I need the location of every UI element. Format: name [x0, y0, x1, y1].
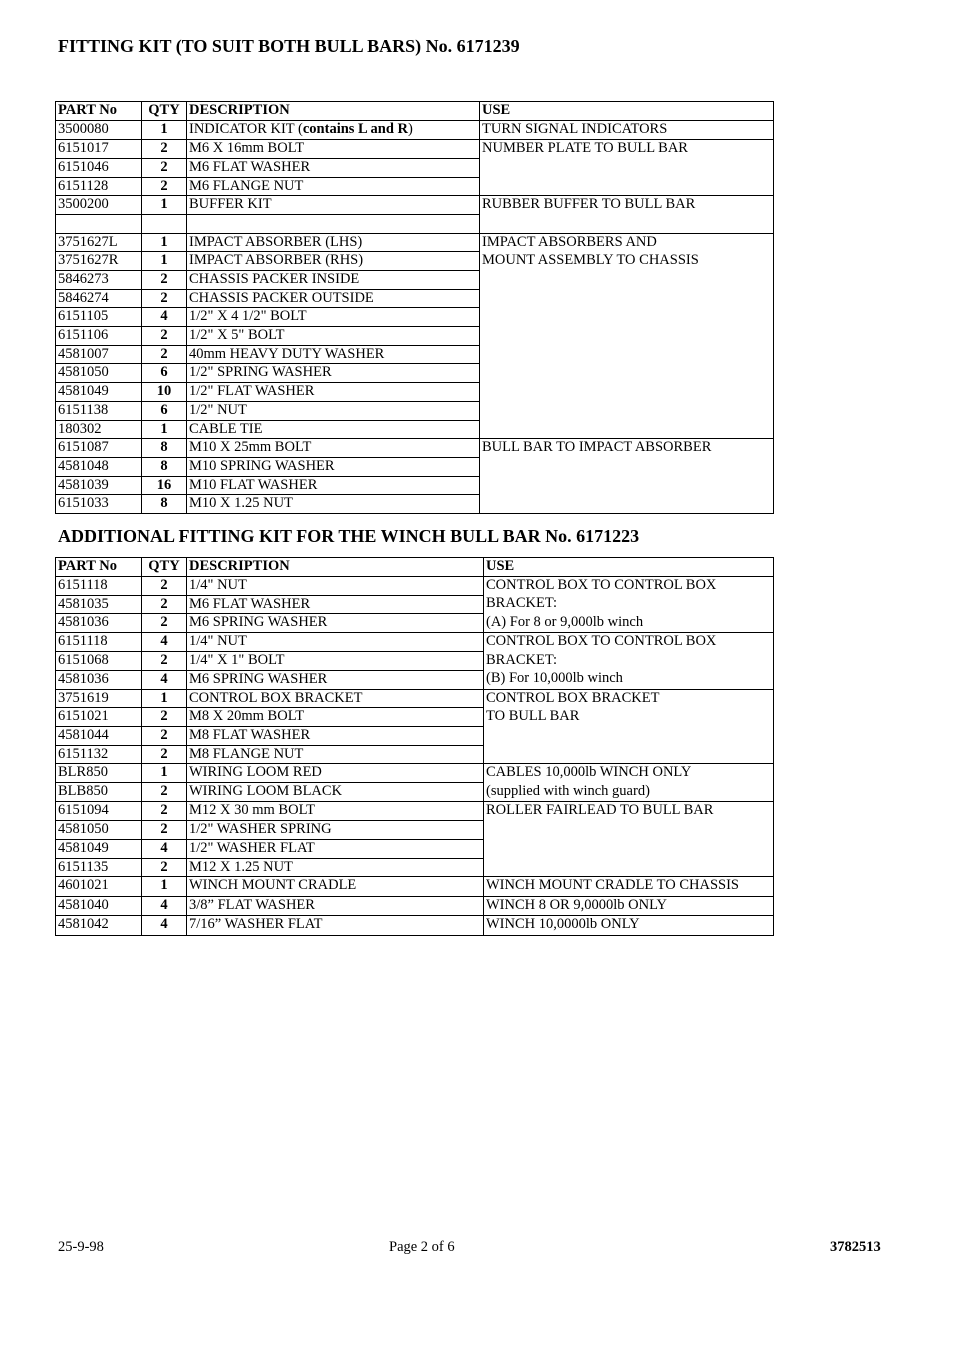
use-cell: [484, 764, 774, 802]
use-cell: [480, 196, 774, 233]
use-line: MOUNT ASSEMBLY TO CHASSIS: [482, 252, 699, 269]
use-line: RUBBER BUFFER TO BULL BAR: [482, 196, 696, 213]
description: WIRING LOOM BLACK: [187, 783, 484, 802]
use-line: (supplied with winch guard): [486, 782, 650, 799]
use-line: BRACKET:: [486, 651, 557, 668]
description: M10 SPRING WASHER: [187, 457, 480, 476]
part-no: 3500200: [56, 196, 142, 215]
description: IMPACT ABSORBER (RHS): [187, 252, 480, 271]
table-row: [56, 439, 774, 458]
footer-date: 25-9-98: [58, 1239, 104, 1255]
qty: 2: [142, 652, 187, 671]
description: M8 FLANGE NUT: [187, 745, 484, 764]
part-no: 6151138: [56, 401, 142, 420]
description: WIRING LOOM RED: [187, 764, 484, 783]
use-line: CONTROL BOX BRACKET: [486, 689, 660, 706]
use-line: BULL BAR TO IMPACT ABSORBER: [482, 439, 712, 456]
use-line: IMPACT ABSORBERS AND: [482, 233, 657, 250]
use-line: (B) For 10,000lb winch: [486, 670, 623, 687]
table-row: [56, 877, 774, 897]
part-no: 4581044: [56, 727, 142, 746]
kit1-title: FITTING KIT (TO SUIT BOTH BULL BARS) No. 6171239: [58, 36, 520, 56]
kit2-title: ADDITIONAL FITTING KIT FOR THE WINCH BULL BAR No. 6171223: [58, 526, 640, 546]
description: M6 FLAT WASHER: [187, 158, 480, 177]
part-no: 4581040: [56, 896, 142, 916]
use-line: WINCH 8 OR 9,0000lb ONLY: [486, 896, 667, 913]
qty: 4: [142, 308, 187, 327]
part-no: 180302: [56, 420, 142, 439]
part-no: 4581036: [56, 670, 142, 689]
part-no: 4581039: [56, 476, 142, 495]
description: 3/8” FLAT WASHER: [187, 896, 484, 916]
description: 1/4" NUT: [187, 576, 484, 595]
qty: 4: [142, 916, 187, 936]
qty: 1: [142, 764, 187, 783]
part-no: BLB850: [56, 783, 142, 802]
qty: 2: [142, 858, 187, 877]
qty: 8: [142, 457, 187, 476]
part-no: 5846273: [56, 271, 142, 290]
use-cell: [484, 633, 774, 690]
description: IMPACT ABSORBER (LHS): [187, 233, 480, 252]
qty: 2: [142, 289, 187, 308]
description: M10 FLAT WASHER: [187, 476, 480, 495]
part-no: 4601021: [56, 877, 142, 897]
kit2-parts-table: [55, 557, 774, 936]
use-cell: [484, 802, 774, 877]
description: M6 SPRING WASHER: [187, 670, 484, 689]
qty: 2: [142, 708, 187, 727]
part-no: 4581042: [56, 916, 142, 936]
qty: 1: [142, 420, 187, 439]
description-text: ): [408, 120, 413, 137]
use-cell: [480, 233, 774, 439]
part-no: 6151132: [56, 745, 142, 764]
qty: 2: [142, 745, 187, 764]
header-part-no: PART No: [56, 558, 142, 577]
description-text: INDICATOR KIT (: [189, 120, 303, 137]
qty: 2: [142, 177, 187, 196]
table-row: [56, 802, 774, 821]
description: 1/4" X 1" BOLT: [187, 652, 484, 671]
table-row: [56, 896, 774, 916]
description: CABLE TIE: [187, 420, 480, 439]
header-description: DESCRIPTION: [187, 558, 484, 577]
table-row: [56, 764, 774, 783]
part-no: 3751627R: [56, 252, 142, 271]
use-line: NUMBER PLATE TO BULL BAR: [482, 140, 688, 157]
qty: 2: [142, 802, 187, 821]
description: [187, 214, 480, 233]
description-bold-text: contains L and R: [302, 120, 409, 137]
part-no: 6151118: [56, 633, 142, 652]
part-no: 6151033: [56, 495, 142, 514]
description: M8 FLAT WASHER: [187, 727, 484, 746]
description: CHASSIS PACKER INSIDE: [187, 271, 480, 290]
part-no: 6151021: [56, 708, 142, 727]
description: 1/2" WASHER FLAT: [187, 839, 484, 858]
use-cell: [480, 140, 774, 196]
qty: 16: [142, 476, 187, 495]
table-row: [56, 689, 774, 708]
description: WINCH MOUNT CRADLE: [187, 877, 484, 897]
table-row: [56, 233, 774, 252]
header-qty: QTY: [142, 558, 187, 577]
description: 7/16” WASHER FLAT: [187, 916, 484, 936]
qty: 6: [142, 364, 187, 383]
use-line: TO BULL BAR: [486, 708, 580, 725]
description: BUFFER KIT: [187, 196, 480, 215]
part-no: 5846274: [56, 289, 142, 308]
part-no: 3500080: [56, 120, 142, 140]
header-use: USE: [484, 558, 774, 577]
description: CONTROL BOX BRACKET: [187, 689, 484, 708]
part-no: 6151094: [56, 802, 142, 821]
qty: 1: [142, 689, 187, 708]
use-line: ROLLER FAIRLEAD TO BULL BAR: [486, 802, 714, 819]
table-header-row: [56, 102, 774, 121]
description: 1/2" FLAT WASHER: [187, 383, 480, 402]
use-line: BRACKET:: [486, 595, 557, 612]
part-no: 6151135: [56, 858, 142, 877]
qty: 2: [142, 271, 187, 290]
header-qty: QTY: [142, 102, 187, 121]
part-no: 3751619: [56, 689, 142, 708]
use-line: WINCH MOUNT CRADLE TO CHASSIS: [486, 877, 739, 894]
part-no: 6151068: [56, 652, 142, 671]
description: 1/2" X 4 1/2" BOLT: [187, 308, 480, 327]
qty: 10: [142, 383, 187, 402]
qty: 2: [142, 595, 187, 614]
description: 1/2" SPRING WASHER: [187, 364, 480, 383]
description: 1/2" NUT: [187, 401, 480, 420]
qty: 2: [142, 614, 187, 633]
qty: 1: [142, 252, 187, 271]
qty: 2: [142, 727, 187, 746]
use-line: (A) For 8 or 9,000lb winch: [486, 613, 644, 630]
footer-page-number: Page 2 of 6: [389, 1239, 455, 1255]
part-no: 6151105: [56, 308, 142, 327]
use-cell: [480, 120, 774, 140]
qty: 4: [142, 633, 187, 652]
use-line: CONTROL BOX TO CONTROL BOX: [486, 576, 717, 593]
description: M12 X 1.25 NUT: [187, 858, 484, 877]
qty: 6: [142, 401, 187, 420]
qty: 2: [142, 327, 187, 346]
qty: 2: [142, 783, 187, 802]
qty: 2: [142, 576, 187, 595]
part-no: 4581049: [56, 839, 142, 858]
qty: 2: [142, 345, 187, 364]
use-line: CONTROL BOX TO CONTROL BOX: [486, 633, 717, 650]
qty: 1: [142, 233, 187, 252]
use-cell: [480, 439, 774, 514]
part-no: 4581007: [56, 345, 142, 364]
use-cell: [484, 877, 774, 897]
description: 40mm HEAVY DUTY WASHER: [187, 345, 480, 364]
description: [187, 120, 480, 140]
part-no: 4581048: [56, 457, 142, 476]
use-line: CABLES 10,000lb WINCH ONLY: [486, 764, 692, 781]
use-cell: [484, 896, 774, 916]
part-no: 6151118: [56, 576, 142, 595]
part-no: 6151128: [56, 177, 142, 196]
description: 1/4" NUT: [187, 633, 484, 652]
qty: 4: [142, 839, 187, 858]
description: M6 FLANGE NUT: [187, 177, 480, 196]
part-no: 4581049: [56, 383, 142, 402]
use-cell: [484, 576, 774, 633]
table-row: [56, 916, 774, 936]
part-no: 6151017: [56, 140, 142, 159]
description: M8 X 20mm BOLT: [187, 708, 484, 727]
part-no: 4581035: [56, 595, 142, 614]
table-row: [56, 196, 774, 215]
use-line: TURN SIGNAL INDICATORS: [482, 120, 668, 137]
qty: 1: [142, 120, 187, 140]
qty: 2: [142, 821, 187, 840]
description: 1/2" X 5" BOLT: [187, 327, 480, 346]
part-no: 4581050: [56, 364, 142, 383]
use-cell: [484, 916, 774, 936]
qty: [142, 214, 187, 233]
description: M6 FLAT WASHER: [187, 595, 484, 614]
description: CHASSIS PACKER OUTSIDE: [187, 289, 480, 308]
part-no: 6151087: [56, 439, 142, 458]
description: M10 X 25mm BOLT: [187, 439, 480, 458]
description: M6 X 16mm BOLT: [187, 140, 480, 159]
part-no: BLR850: [56, 764, 142, 783]
header-description: DESCRIPTION: [187, 102, 480, 121]
qty: 2: [142, 140, 187, 159]
part-no: 6151106: [56, 327, 142, 346]
part-no: [56, 214, 142, 233]
part-no: 3751627L: [56, 233, 142, 252]
qty: 1: [142, 196, 187, 215]
description: M6 SPRING WASHER: [187, 614, 484, 633]
table-row: [56, 633, 774, 652]
qty: 1: [142, 877, 187, 897]
qty: 8: [142, 495, 187, 514]
use-line: WINCH 10,0000lb ONLY: [486, 916, 640, 933]
qty: 4: [142, 896, 187, 916]
table-row: [56, 140, 774, 159]
header-part-no: PART No: [56, 102, 142, 121]
table-row: [56, 120, 774, 140]
footer-document-number: 3782513: [830, 1239, 881, 1255]
qty: 2: [142, 158, 187, 177]
use-cell: [484, 689, 774, 764]
qty: 4: [142, 670, 187, 689]
part-no: 6151046: [56, 158, 142, 177]
kit1-parts-table: [55, 101, 774, 514]
description: M10 X 1.25 NUT: [187, 495, 480, 514]
header-use: USE: [480, 102, 774, 121]
table-row: [56, 576, 774, 595]
part-no: 4581050: [56, 821, 142, 840]
description: 1/2" WASHER SPRING: [187, 821, 484, 840]
qty: 8: [142, 439, 187, 458]
part-no: 4581036: [56, 614, 142, 633]
table-header-row: [56, 558, 774, 577]
description: M12 X 30 mm BOLT: [187, 802, 484, 821]
